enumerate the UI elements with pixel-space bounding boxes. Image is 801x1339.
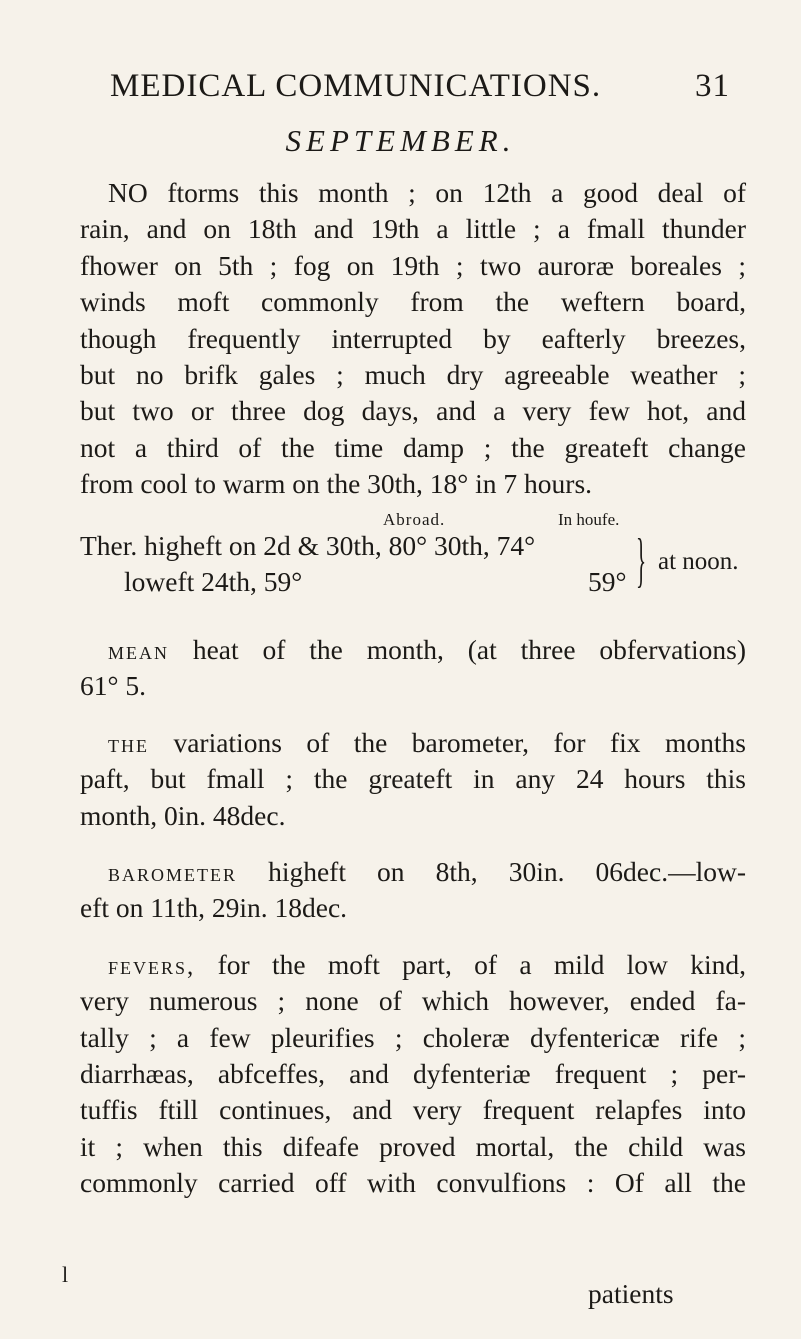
table-cell-inhouse-lowest: 59° (588, 566, 627, 597)
text-line: 61° 5. (80, 670, 146, 702)
text-line: barometer higheft on 8th, 30in. 06dec.—low- (108, 855, 746, 887)
text-line: it ; when this difeafe proved mortal, the child was (80, 1130, 746, 1162)
text-line: though frequently interrupted by eafterly breezes, (80, 322, 746, 354)
text-line: but no brifk gales ; much dry agreeable weather ; (80, 358, 746, 390)
text-line: very numerous ; none of which however, ended fa- (80, 985, 746, 1017)
thermometer-table (80, 510, 746, 597)
text-line: commonly carried off with convulfions : Of all the (80, 1167, 746, 1199)
text-line: fevers, for the moft part, of a mild low kind, (108, 948, 746, 980)
paragraph-gap (80, 705, 746, 725)
lead-word: barometer (108, 859, 238, 887)
lead-word: mean (108, 638, 169, 665)
paragraph-gap (80, 927, 746, 947)
section-title: SEPTEMBER. (285, 123, 516, 158)
running-head-title: MEDICAL COMMUNICATIONS. (110, 68, 602, 104)
margin-mark: l (62, 1262, 69, 1287)
text-line: paft, but fmall ; the greateft in any 24 hours this (80, 763, 746, 795)
lead-word: fevers, (108, 952, 196, 980)
text-block-bottom (80, 632, 746, 1201)
text-line: tuffis ftill continues, and very frequent relapfes into (80, 1094, 746, 1126)
text-line: from cool to warm on the 30th, 18° in 7 hours. (80, 468, 593, 500)
brace-mark: } (636, 527, 647, 593)
text-line: fhower on 5th ; fog on 19th ; two auroræ boreales ; (80, 249, 746, 281)
paragraph-gap (80, 834, 746, 854)
brace-note: at noon. (658, 548, 739, 575)
column-header-inhouse: In houfe. (558, 510, 620, 529)
page-number: 31 (695, 68, 730, 104)
catchword: patients (588, 1278, 674, 1309)
text-line: not a third of the time damp ; the greateft change (80, 431, 746, 463)
text-block-top (80, 175, 746, 503)
text-line: rain, and on 18th and 19th a little ; a fmall thunder (80, 213, 746, 245)
table-row-highest: Ther. higheft on 2d & 30th, 80° 30th, 74° (80, 530, 536, 561)
text-line: mean heat of the month, (at three obfervations) (108, 634, 746, 665)
text-line: but two or three dog days, and a very few hot, and (80, 395, 746, 427)
text-line: winds moft commonly from the weftern board, (80, 286, 746, 318)
running-head (110, 68, 730, 105)
text-line: diarrhæas, abfceffes, and dyfenteriæ frequent ; per- (80, 1057, 746, 1089)
lead-word: the (108, 730, 149, 758)
text-line: NO ftorms this month ; on 12th a good deal of (108, 177, 746, 208)
text-line: eft on 11th, 29in. 18dec. (80, 892, 348, 924)
text-line: tally ; a few pleurifies ; choleræ dyfentericæ rife ; (80, 1021, 746, 1053)
text-line: the variations of the barometer, for fix months (108, 726, 746, 758)
column-header-abroad: Abroad. (383, 510, 446, 529)
text-line: month, 0in. 48dec. (80, 799, 286, 831)
table-row-lowest: loweft 24th, 59° (124, 566, 303, 597)
